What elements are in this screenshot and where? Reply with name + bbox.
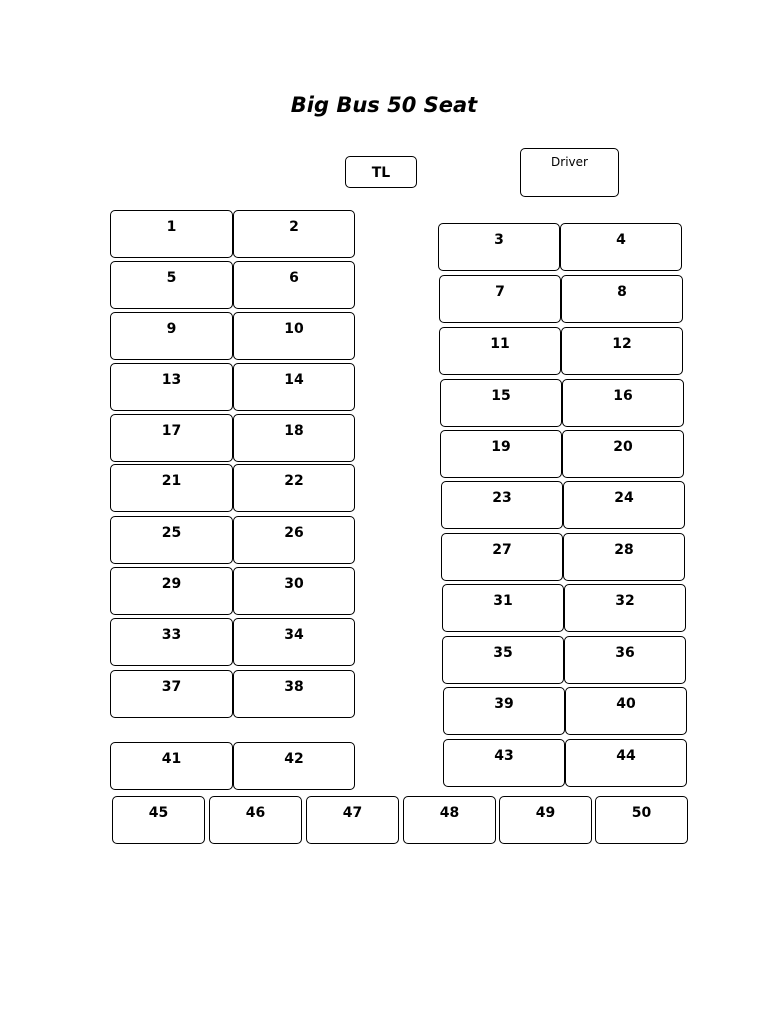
- seat-28[interactable]: 28: [563, 533, 685, 581]
- seat-2[interactable]: 2: [233, 210, 355, 258]
- seat-8[interactable]: 8: [561, 275, 683, 323]
- seat-20[interactable]: 20: [562, 430, 684, 478]
- seat-11[interactable]: 11: [439, 327, 561, 375]
- seat-42[interactable]: 42: [233, 742, 355, 790]
- seat-14[interactable]: 14: [233, 363, 355, 411]
- seat-41[interactable]: 41: [110, 742, 233, 790]
- seat-30[interactable]: 30: [233, 567, 355, 615]
- driver-seat[interactable]: Driver: [520, 148, 619, 197]
- seat-29[interactable]: 29: [110, 567, 233, 615]
- seat-6[interactable]: 6: [233, 261, 355, 309]
- seat-44[interactable]: 44: [565, 739, 687, 787]
- seat-33[interactable]: 33: [110, 618, 233, 666]
- seat-13[interactable]: 13: [110, 363, 233, 411]
- seat-1[interactable]: 1: [110, 210, 233, 258]
- seat-19[interactable]: 19: [440, 430, 562, 478]
- seat-36[interactable]: 36: [564, 636, 686, 684]
- seat-3[interactable]: 3: [438, 223, 560, 271]
- seat-37[interactable]: 37: [110, 670, 233, 718]
- tour-leader-seat[interactable]: TL: [345, 156, 417, 188]
- seat-24[interactable]: 24: [563, 481, 685, 529]
- seat-27[interactable]: 27: [441, 533, 563, 581]
- seat-48[interactable]: 48: [403, 796, 496, 844]
- seat-45[interactable]: 45: [112, 796, 205, 844]
- seat-39[interactable]: 39: [443, 687, 565, 735]
- seat-21[interactable]: 21: [110, 464, 233, 512]
- seat-5[interactable]: 5: [110, 261, 233, 309]
- seat-4[interactable]: 4: [560, 223, 682, 271]
- seat-16[interactable]: 16: [562, 379, 684, 427]
- seat-17[interactable]: 17: [110, 414, 233, 462]
- seat-34[interactable]: 34: [233, 618, 355, 666]
- seat-9[interactable]: 9: [110, 312, 233, 360]
- seat-32[interactable]: 32: [564, 584, 686, 632]
- seat-12[interactable]: 12: [561, 327, 683, 375]
- seat-50[interactable]: 50: [595, 796, 688, 844]
- seat-38[interactable]: 38: [233, 670, 355, 718]
- seat-35[interactable]: 35: [442, 636, 564, 684]
- seat-22[interactable]: 22: [233, 464, 355, 512]
- seat-23[interactable]: 23: [441, 481, 563, 529]
- seat-15[interactable]: 15: [440, 379, 562, 427]
- seat-7[interactable]: 7: [439, 275, 561, 323]
- seat-46[interactable]: 46: [209, 796, 302, 844]
- seat-49[interactable]: 49: [499, 796, 592, 844]
- seat-10[interactable]: 10: [233, 312, 355, 360]
- seat-26[interactable]: 26: [233, 516, 355, 564]
- seat-40[interactable]: 40: [565, 687, 687, 735]
- seat-43[interactable]: 43: [443, 739, 565, 787]
- seat-18[interactable]: 18: [233, 414, 355, 462]
- seat-31[interactable]: 31: [442, 584, 564, 632]
- seat-47[interactable]: 47: [306, 796, 399, 844]
- seat-25[interactable]: 25: [110, 516, 233, 564]
- page-title: Big Bus 50 Seat: [290, 93, 478, 117]
